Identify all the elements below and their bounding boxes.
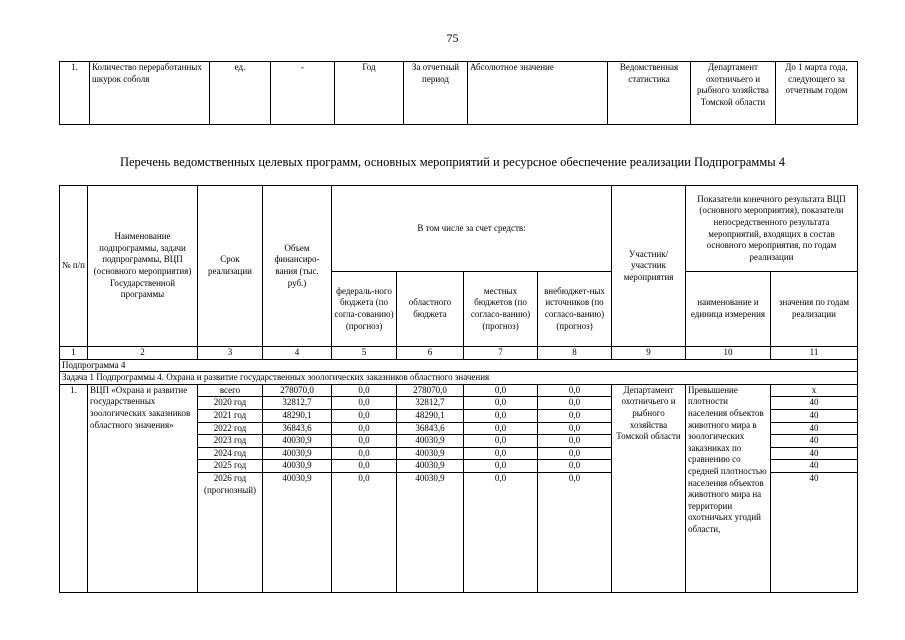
col-number: 7 (464, 347, 538, 360)
cell-federal: 0,0 (332, 460, 397, 473)
top-indicator-table (59, 61, 858, 125)
table-row (60, 62, 858, 125)
cell-volume: 40030,9 (263, 435, 332, 448)
col-number: 2 (88, 347, 198, 360)
item-indicator: Превышение плотности населения объектов животного мира в зоологических заказниках по сравнению со средней плотностью населения объектов животного мира на территории охотничьих угодий области, (686, 384, 771, 592)
cell-federal: 0,0 (332, 447, 397, 460)
cell-source: Ведомственная статистика (608, 62, 691, 125)
cell-regional: 36843,6 (397, 422, 464, 435)
cell-term: 2023 год (198, 435, 263, 448)
cell-regional: 278070,0 (397, 384, 464, 397)
cell-num: 1. (60, 62, 90, 125)
col-number: 8 (538, 347, 612, 360)
cell-term: всего (198, 384, 263, 397)
cell-regional: 40030,9 (397, 472, 464, 592)
program-resources-table (59, 185, 858, 593)
cell-local: 0,0 (464, 460, 538, 473)
cell-volume: 48290,1 (263, 409, 332, 422)
cell-volume: 36843,6 (263, 422, 332, 435)
col-number: 6 (397, 347, 464, 360)
cell-federal: 0,0 (332, 422, 397, 435)
cell-term: 2026 год (прогнозный) (198, 472, 263, 592)
header-local: местных бюджетов (по согласо-ванию) (прогноз) (464, 272, 538, 347)
header-indicators: Показатели конечного результата ВЦП (основного мероприятия), показатели непосредственного результата мероприятий, входящих в состав основного мероприятия, по годам реализации (686, 186, 858, 272)
cell-federal: 0,0 (332, 409, 397, 422)
header-extra: внебюджет-ных источников (по согласо-ванию) (прогноз) (538, 272, 612, 347)
cell-value: 40 (771, 435, 858, 448)
header-name: Наименование подпрограммы, задачи подпрограммы, ВЦП (основного мероприятия) Государственной программы (88, 186, 198, 347)
cell-extra: 0,0 (538, 409, 612, 422)
cell-term: 2020 год (198, 397, 263, 410)
cell-extra: 0,0 (538, 447, 612, 460)
cell-regional: 40030,9 (397, 447, 464, 460)
cell-dash: - (271, 62, 335, 125)
cell-value: 40 (771, 472, 858, 592)
cell-term: 2022 год (198, 422, 263, 435)
cell-name: Количество переработанных шкурок соболя (90, 62, 210, 125)
cell-deadline: До 1 марта года, следующего за отчетным годом (776, 62, 858, 125)
header-regional: областного бюджета (397, 272, 464, 347)
cell-value: 40 (771, 422, 858, 435)
cell-extra: 0,0 (538, 460, 612, 473)
cell-volume: 40030,9 (263, 472, 332, 592)
task-label: Задача 1 Подпрограммы 4. Охрана и развитие государственных зоологических заказников областного значения (60, 372, 858, 385)
cell-regional: 40030,9 (397, 460, 464, 473)
col-number: 9 (612, 347, 686, 360)
header-volume: Объем финансиро-вания (тыс. руб.) (263, 186, 332, 347)
cell-extra: 0,0 (538, 422, 612, 435)
cell-local: 0,0 (464, 397, 538, 410)
cell-term: 2024 год (198, 447, 263, 460)
cell-federal: 0,0 (332, 472, 397, 592)
cell-federal: 0,0 (332, 435, 397, 448)
cell-regional: 32812,7 (397, 397, 464, 410)
task-row (60, 372, 858, 385)
cell-period: Год (335, 62, 404, 125)
cell-extra: 0,0 (538, 435, 612, 448)
cell-volume: 40030,9 (263, 460, 332, 473)
cell-unit: ед. (210, 62, 271, 125)
subprogram-label: Подпрограмма 4 (60, 359, 858, 372)
col-number: 10 (686, 347, 771, 360)
cell-local: 0,0 (464, 435, 538, 448)
cell-value: 40 (771, 447, 858, 460)
cell-local: 0,0 (464, 409, 538, 422)
col-number: 11 (771, 347, 858, 360)
section-title: Перечень ведомственных целевых программ, основных мероприятий и ресурсное обеспечение реализации Подпрограммы 4 (119, 155, 786, 169)
col-number: 5 (332, 347, 397, 360)
item-name: ВЦП «Охрана и развитие государственных зоологических заказников областного значения» (88, 384, 198, 592)
cell-value: x (771, 384, 858, 397)
cell-regional: 48290,1 (397, 409, 464, 422)
cell-federal: 0,0 (332, 397, 397, 410)
header-including: В том числе за счет средств: (332, 186, 612, 272)
cell-term: 2021 год (198, 409, 263, 422)
cell-value: 40 (771, 460, 858, 473)
cell-local: 0,0 (464, 447, 538, 460)
cell-extra: 0,0 (538, 472, 612, 592)
column-number-row (60, 347, 858, 360)
cell-federal: 0,0 (332, 384, 397, 397)
cell-type: Абсолютное значение (468, 62, 608, 125)
page-number: 75 (446, 31, 459, 45)
header-federal: федераль-ного бюджета (по согла-сованию) (прогноз) (332, 272, 397, 347)
col-number: 4 (263, 347, 332, 360)
cell-local: 0,0 (464, 422, 538, 435)
col-number: 1 (60, 347, 88, 360)
cell-extra: 0,0 (538, 397, 612, 410)
col-number: 3 (198, 347, 263, 360)
cell-volume: 278070,0 (263, 384, 332, 397)
header-ind-name: наименование и единица измерения (686, 272, 771, 347)
item-num: 1. (60, 384, 88, 592)
header-participant: Участник/ участник мероприятия (612, 186, 686, 347)
item-participant: Департамент охотничьего и рыбного хозяйства Томской области (612, 384, 686, 592)
cell-term: 2025 год (198, 460, 263, 473)
header-term: Срок реализации (198, 186, 263, 347)
cell-value: 40 (771, 397, 858, 410)
table-row (60, 384, 858, 397)
cell-value: 40 (771, 409, 858, 422)
header-ind-values: значения по годам реализации (771, 272, 858, 347)
cell-extra: 0,0 (538, 384, 612, 397)
subprogram-row (60, 359, 858, 372)
cell-volume: 32812,7 (263, 397, 332, 410)
cell-local: 0,0 (464, 384, 538, 397)
cell-volume: 40030,9 (263, 447, 332, 460)
cell-reporting: За отчетный период (404, 62, 468, 125)
cell-local: 0,0 (464, 472, 538, 592)
header-num: № п/п (60, 186, 88, 347)
cell-regional: 40030,9 (397, 435, 464, 448)
cell-responsible: Департамент охотничьего и рыбного хозяйства Томской области (691, 62, 776, 125)
